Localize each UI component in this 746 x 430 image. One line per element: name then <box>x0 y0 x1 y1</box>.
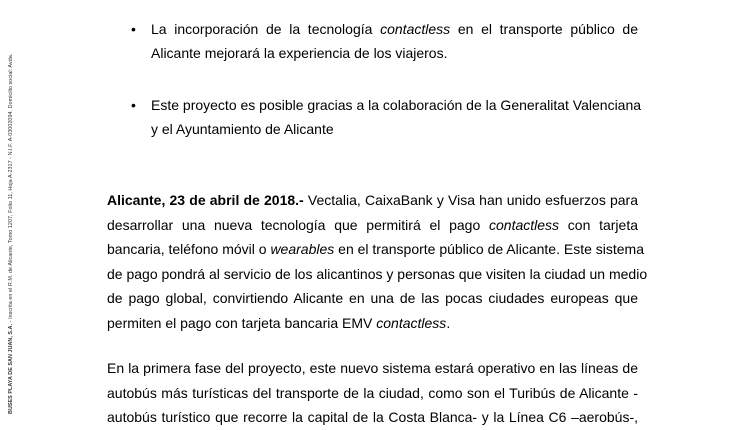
bullet-item-collaboration <box>151 93 642 141</box>
paragraph-line <box>107 311 638 336</box>
paragraph-text: permiten el pago con tarjeta bancaria EMV <box>107 314 377 331</box>
paragraph-line: En la primera fase del proyecto, este nuevo sistema estará operativo en las líneas de <box>107 360 638 376</box>
bullet-marker: • <box>131 97 136 113</box>
bullet-line: Alicante mejorará la experiencia de los viajeros. <box>151 45 448 61</box>
sidebar-company-name: BUSES PLAYA DE SAN JUAN, S.A. <box>8 323 14 414</box>
bullet-item-contactless <box>151 17 638 65</box>
paragraph-line: autobús más turísticas del transporte de la ciudad, como son el Turibús de Alicante - <box>107 384 638 401</box>
paragraph-emphasis: contactless <box>376 314 447 331</box>
body-paragraph-first-phase <box>107 356 638 430</box>
bullet-line <box>151 17 638 41</box>
bullet-line: Este proyecto es posible gracias a la colaboración de la Generalitat Valenciana <box>151 97 642 113</box>
paragraph-text: . <box>446 314 451 331</box>
bullet-emphasis: contactless <box>380 21 451 37</box>
paragraph-text: Vectalia, CaixaBank y Visa han unido esfuerzos para <box>303 192 639 208</box>
paragraph-line <box>107 237 644 262</box>
dateline: Alicante, 23 de abril de 2018.- <box>107 192 304 208</box>
paragraph-emphasis: contactless <box>489 216 560 233</box>
paragraph-line: de pago pondrá al servicio de los alicantinos y personas que visiten la ciudad un medio <box>107 265 648 282</box>
paragraph-text: con tarjeta <box>559 216 639 233</box>
paragraph-line <box>107 213 638 238</box>
paragraph-text: bancaria, teléfono móvil o <box>107 241 271 257</box>
paragraph-emphasis: wearables <box>270 241 335 257</box>
sidebar-registration-details: - Inscrita en el R.M. de Alicante, Tomo 1207, Folio 11, Hoja A-2317 - N.I.F. A-03002094. Domicilio social: Avda. <box>8 53 14 324</box>
bullet-text: La incorporación de la tecnología <box>151 21 381 37</box>
bullet-text: en el transporte público de <box>450 21 638 37</box>
paragraph-text: desarrollar una nueva tecnología que permitirá el pago <box>107 216 489 233</box>
body-paragraph-intro <box>107 188 648 335</box>
bullet-marker: • <box>131 21 136 37</box>
paragraph-text: en el transporte público de Alicante. Este sistema <box>334 241 644 257</box>
bullet-line: y el Ayuntamiento de Alicante <box>151 121 334 137</box>
paragraph-line <box>107 188 638 213</box>
company-registration-sidebar <box>8 54 15 414</box>
paragraph-line: autobús turístico que recorre la capital de la Costa Blanca- y la Línea C6 –aerobús-, <box>107 409 638 425</box>
paragraph-line: de pago global, convirtiendo Alicante en una de las pocas ciudades europeas que <box>107 290 638 306</box>
